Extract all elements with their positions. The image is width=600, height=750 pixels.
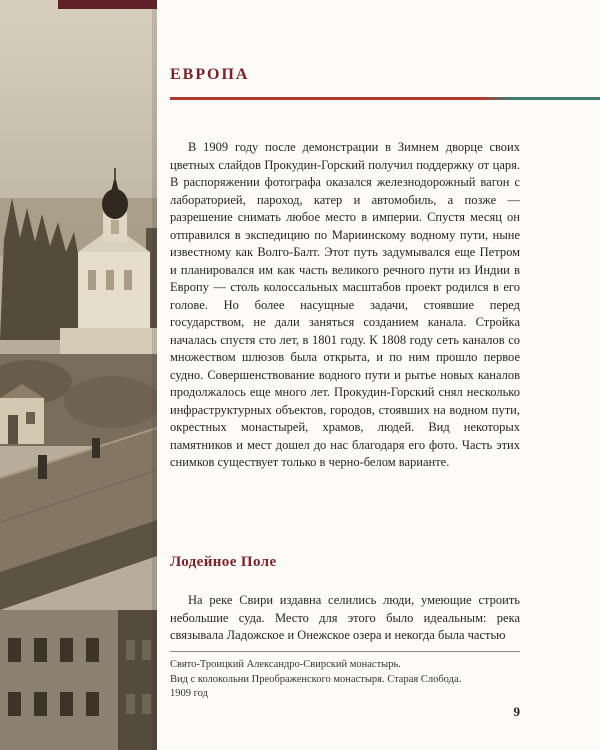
subsection-heading: Лодейное Поле [170,554,277,570]
photo-top-red-strip [58,0,157,9]
body-paragraph-1: В 1909 году после демонстрации в Зимнем дворце своих цветных слайдов Прокудин-Горский получил поддержку от царя. В распоряжении фотографа оказался железнодорожный вагон с лабораторией, пароход, катер и автомобиль, а позже — разрешение снимать любое место в империи. Спустя месяц он отправился в экспедицию по Мариинскому водному пути, ныне известному как Волго-Балт. Этот путь задумывался еще Петром и планировался им как часть великого речного пути из Индии в Европу — столь колоссальных масштабов проект родился в его голове. Но более насущные задачи, стоявшие перед государством, не дали заняться созданием канала. Стройка началась спустя сто лет, в 1801 году. К 1808 году сеть каналов со множеством шлюзов была открыта, и по ним прошло первое судно. Совершенствование водного пути и рытье новых каналов продолжалось еще много лет. Прокудин-Горский снял несколько инфраструктурных объектов, городов, стоявших на водном пути, окрестных монастырей, храмов, людей. Вид некоторых памятников и мест дошел до нас благодаря его фото. Часть этих снимков существует только в черно-белом варианте. [170,140,520,469]
section-heading: ЕВРОПА [170,66,250,83]
monastery-photo [0,0,157,750]
body-paragraph-2: На реке Свири издавна селились люди, умеющие строить небольшие суда. Место для этого было идеальным: река связывала Ладожское и Онежское озера и некогда была частью [170,593,520,642]
caption-rule [170,651,520,652]
photo-caption: Свято-Троицкий Александро-Свирский монастырь. Вид с колокольни Преображенского монастыря. Старая Слобода. 1909 год [170,659,462,699]
page-number: 9 [513,704,520,719]
heading-rule [170,97,600,100]
